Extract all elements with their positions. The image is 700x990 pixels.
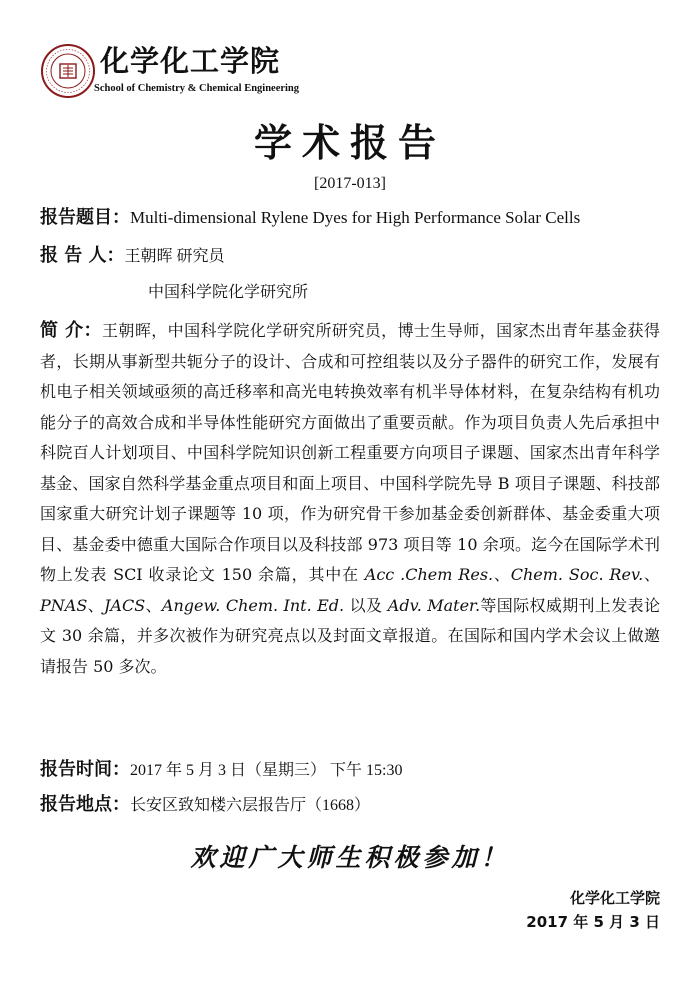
time-row [40,757,402,784]
speaker-name: 王朝晖 研究员 [124,248,225,265]
speaker-row [40,243,225,270]
university-seal-logo [40,43,96,99]
journal-angew-chem: Angew. Chem. Int. Ed. [161,595,345,615]
speaker-label: 报 告 人： [40,245,125,266]
school-name-en: School of Chemistry & Chemical Engineering [94,83,300,94]
speaker-bio [40,316,660,682]
bio-separator: 、 [145,595,162,615]
bio-label: 简 介： [40,320,102,341]
topic-row [40,205,580,231]
journal-adv-mater: Adv. Mater. [387,595,481,615]
bio-separator: 、 [493,565,511,584]
journal-acc-chem-res: Acc .Chem Res. [364,565,494,584]
location-label: 报告地点： [40,794,130,815]
topic-value: Multi-dimensional Rylene Dyes for High Performance Solar Cells [130,208,581,227]
journal-pnas: PNAS [40,595,88,615]
speaker-affiliation-row [148,279,308,306]
school-name-cn: 化学化工学院 [100,44,281,78]
journal-jacs: JACS [104,595,146,615]
bio-text-1: 王朝晖，中国科学院化学研究所研究员，博士生导师，国家杰出青年基金获得者，长期从事新型共轭分子的设计、合成和可控组装以及分子器件的研究工作，发展有机电子相关领域亟须的高迁移率和高光电转换效率有机半导体材料，在复杂结构有机功能分子的高效合成和半导体性能研究方面做出了重要贡献。作为项目负责人先后承担中科院百人计划项目、中国科学院知识创新工程重要方向项目子课题、国家杰出青年科学基金、国家自然科学基金重点项目和面上项目、中国科学院先导 B 项目子课题、科技部国家重大研究计划子课题等 10 项，作为研究骨干参加基金委创新群体、基金委重大项目、基金委中德重大国际合作项目以及科技部 973 项目等 10 余项。迄今在国际学术刊物上发表 SCI 收录论文 150 余篇，其中在 [40,321,660,584]
speaker-affiliation: 中国科学院化学研究所 [148,284,309,301]
signature-org: 化学化工学院 [569,889,660,907]
welcome-message: 欢迎广大师生积极参加！ [190,843,510,872]
topic-label: 报告题目： [40,207,130,228]
time-label: 报告时间： [40,759,130,780]
bio-separator: 以及 [344,595,388,615]
bio-separator: 、 [87,595,105,615]
bio-separator: 、 [643,565,660,584]
location-value: 长安区致知楼六层报告厅（1668） [130,797,371,814]
journal-chem-soc-rev: Chem. Soc. Rev. [510,565,644,584]
bio-text-2: 等国际权威期刊上发表论文 30 余篇，并多次被作为研究亮点以及封面文章报道。在国际和国内学术会议上做邀请报告 50 多次。 [40,595,660,676]
page-title: 学术报告 [253,121,446,165]
time-value: 2017 年 5 月 3 日（星期三） 下午 15:30 [130,762,403,779]
report-number: [2017-013] [314,175,386,192]
signature-date: 2017 年 5 月 3 日 [526,913,660,931]
location-row [40,792,370,819]
